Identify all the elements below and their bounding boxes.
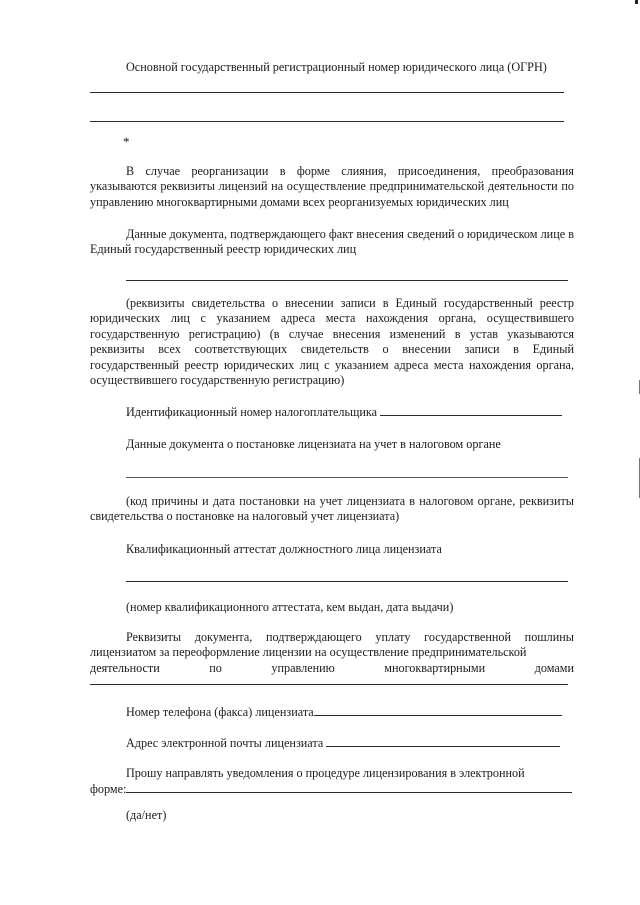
- qualification-field-line[interactable]: [126, 581, 568, 582]
- phone-field-line[interactable]: [314, 705, 562, 716]
- tax-field-line[interactable]: [126, 477, 568, 478]
- fee-field-line[interactable]: [90, 684, 568, 685]
- phone-row: [90, 705, 574, 720]
- fee-label: Реквизиты документа, подтверждающего уплату государственной пошлины лицензиатом за переоформление лицензии на осуществление предпринимательской: [90, 630, 574, 660]
- ogrn-field-line-1[interactable]: [90, 92, 564, 93]
- footnote-asterisk: *: [123, 134, 130, 149]
- tax-label: Данные документа о постановке лицензиата на учет в налоговом органе: [126, 437, 501, 451]
- notify-row: [90, 782, 574, 797]
- email-label: Адрес электронной почты лицензиата: [126, 736, 324, 750]
- egrul-label: Данные документа, подтверждающего факт внесения сведений о юридическом лице в Единый государственный реестр юридических лиц: [90, 227, 574, 257]
- egrul-field-line[interactable]: [126, 280, 568, 281]
- reorganization-note: В случае реорганизации в форме слияния, присоединения, преобразования указываются реквизиты лицензий на осуществление предпринимательской деятельности по управлению многоквартирными домами всех реорганизуемых юридических лиц: [90, 164, 574, 209]
- phone-label: Номер телефона (факса) лицензиата: [126, 705, 314, 719]
- qualification-label: Квалификационный аттестат должностного лица лицензиата: [126, 542, 442, 556]
- qualification-hint: (номер квалификационного аттестата, кем выдан, дата выдачи): [126, 600, 454, 614]
- scan-artifact: [635, 0, 638, 4]
- tax-hint: (код причины и дата постановки на учет лицензиата в налоговом органе, реквизиты свидетельства о постановке на налоговый учет лицензиата): [90, 494, 574, 524]
- egrul-hint: (реквизиты свидетельства о внесении записи в Единый государственный реестр юридических лиц с указанием адреса места нахождения органа, осуществившего государственную регистрацию) (в случае внесения изменений в устав указываются реквизиты всех соответствующих свидетельств о внесении записи в Единый государственный реестр юридических лиц с указанием адреса места нахождения органа, осуществившего государственную регистрацию): [90, 296, 574, 388]
- email-field-line[interactable]: [326, 736, 560, 747]
- inn-row: [90, 405, 574, 420]
- notify-line-2: форме:: [90, 782, 127, 796]
- notify-field-line[interactable]: [126, 782, 572, 793]
- yes-no-hint: (да/нет): [126, 808, 167, 822]
- ogrn-field-line-2[interactable]: [90, 121, 564, 122]
- fee-label-last-line: деятельности по управлению многоквартирными домами: [90, 661, 574, 675]
- ogrn-label: Основной государственный регистрационный номер юридического лица (ОГРН): [126, 60, 547, 74]
- notify-line-1: Прошу направлять уведомления о процедуре лицензирования в электронной: [126, 766, 525, 780]
- email-row: [90, 736, 574, 751]
- inn-field-line[interactable]: [380, 405, 562, 416]
- inn-label: Идентификационный номер налогоплательщика: [126, 405, 378, 419]
